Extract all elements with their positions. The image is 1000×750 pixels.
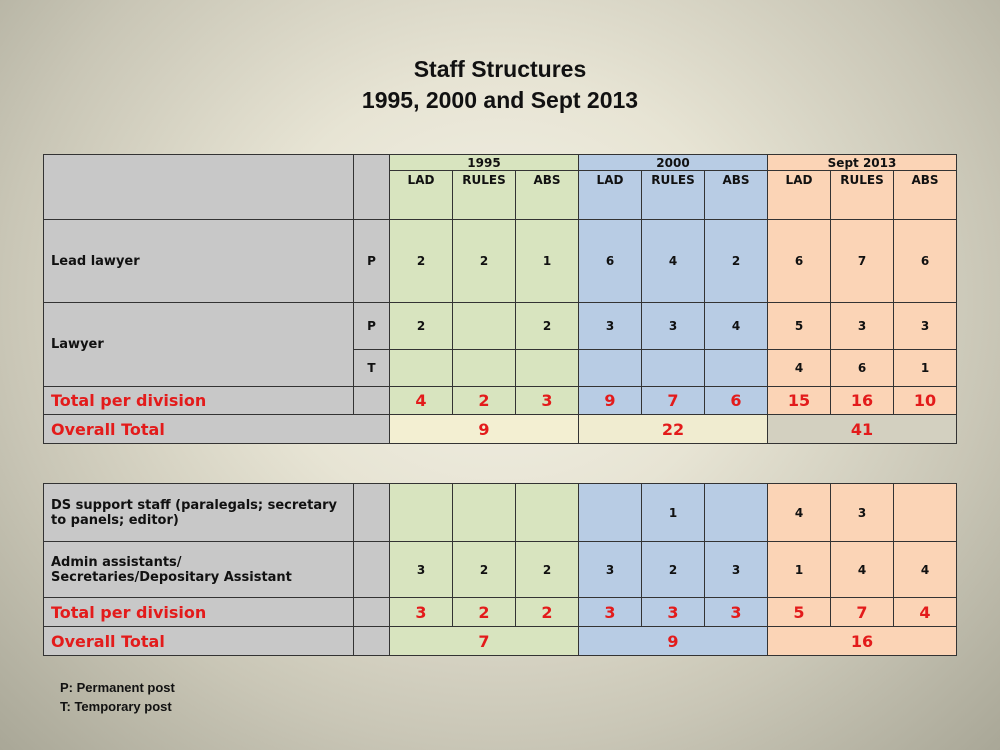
total-cell: 9 — [579, 387, 642, 415]
overall-total-2000: 9 — [579, 627, 768, 656]
table-cell: 3 — [390, 542, 453, 598]
col-header-rules: RULES — [453, 171, 516, 220]
table-cell — [453, 303, 516, 350]
legend-temporary: T: Temporary post — [60, 699, 172, 714]
total-cell: 2 — [453, 598, 516, 627]
post-type: P — [354, 220, 390, 303]
table-cell: 3 — [642, 303, 705, 350]
post-type: T — [354, 350, 390, 387]
page-title: Staff Structures — [413, 56, 587, 82]
post-type: P — [354, 303, 390, 350]
row-label-ds-support-staff: DS support staff (paralegals; secretary to panels; editor) — [44, 484, 354, 542]
table-cell — [642, 350, 705, 387]
table-cell: 4 — [705, 303, 768, 350]
overall-total-2013: 16 — [768, 627, 957, 656]
col-header-abs: ABS — [516, 171, 579, 220]
table-cell — [390, 350, 453, 387]
table-cell: 6 — [894, 220, 957, 303]
table-cell: 1 — [894, 350, 957, 387]
table-cell: 1 — [768, 542, 831, 598]
table-cell: 3 — [579, 303, 642, 350]
table-cell — [516, 350, 579, 387]
header-blank — [44, 155, 354, 220]
total-cell: 7 — [831, 598, 894, 627]
total-cell: 3 — [642, 598, 705, 627]
total-cell: 4 — [894, 598, 957, 627]
table-cell: 2 — [642, 542, 705, 598]
total-cell: 15 — [768, 387, 831, 415]
table-cell: 2 — [453, 542, 516, 598]
overall-total-label: Overall Total — [44, 627, 354, 656]
row-label-lawyer: Lawyer — [44, 303, 354, 387]
table-cell: 4 — [894, 542, 957, 598]
staff-table-lawyers — [43, 154, 957, 444]
total-per-division-label: Total per division — [44, 387, 354, 415]
post-type-blank — [354, 387, 390, 415]
total-cell: 3 — [579, 598, 642, 627]
year-header-2013: Sept 2013 — [768, 155, 957, 171]
post-type-blank — [354, 542, 390, 598]
table-cell — [705, 484, 768, 542]
year-header-1995: 1995 — [390, 155, 579, 171]
post-type-blank — [354, 598, 390, 627]
table-cell: 5 — [768, 303, 831, 350]
table-cell: 1 — [516, 220, 579, 303]
staff-table-support — [43, 483, 957, 656]
post-type-blank — [354, 484, 390, 542]
table-cell — [579, 350, 642, 387]
table-cell: 3 — [831, 303, 894, 350]
table-cell: 4 — [642, 220, 705, 303]
table-cell — [453, 484, 516, 542]
table-cell: 2 — [453, 220, 516, 303]
overall-total-1995: 7 — [390, 627, 579, 656]
total-per-division-label: Total per division — [44, 598, 354, 627]
page-subtitle: 1995, 2000 and Sept 2013 — [361, 87, 639, 113]
table-cell — [453, 350, 516, 387]
total-cell: 7 — [642, 387, 705, 415]
table-cell — [705, 350, 768, 387]
table-cell: 4 — [768, 350, 831, 387]
total-cell: 16 — [831, 387, 894, 415]
table-cell: 3 — [705, 542, 768, 598]
table-cell — [894, 484, 957, 542]
table-cell: 2 — [390, 220, 453, 303]
total-cell: 2 — [453, 387, 516, 415]
table-cell: 4 — [831, 542, 894, 598]
total-cell: 10 — [894, 387, 957, 415]
table-cell: 2 — [516, 303, 579, 350]
table-cell: 4 — [768, 484, 831, 542]
table-cell: 1 — [642, 484, 705, 542]
table-cell: 2 — [390, 303, 453, 350]
table-cell — [516, 484, 579, 542]
legend-permanent: P: Permanent post — [60, 680, 175, 695]
total-cell: 6 — [705, 387, 768, 415]
table-cell: 6 — [768, 220, 831, 303]
total-cell: 3 — [516, 387, 579, 415]
table-cell: 6 — [579, 220, 642, 303]
post-type-blank — [354, 627, 390, 656]
col-header-abs: ABS — [894, 171, 957, 220]
table-cell: 2 — [516, 542, 579, 598]
col-header-lad: LAD — [390, 171, 453, 220]
col-header-rules: RULES — [642, 171, 705, 220]
overall-total-label: Overall Total — [44, 415, 390, 444]
col-header-abs: ABS — [705, 171, 768, 220]
overall-total-2013: 41 — [768, 415, 957, 444]
table-cell: 6 — [831, 350, 894, 387]
table-cell: 7 — [831, 220, 894, 303]
header-type-blank — [354, 155, 390, 220]
table-cell: 3 — [894, 303, 957, 350]
table-cell: 3 — [831, 484, 894, 542]
total-cell: 3 — [705, 598, 768, 627]
total-cell: 2 — [516, 598, 579, 627]
total-cell: 3 — [390, 598, 453, 627]
table-cell — [579, 484, 642, 542]
col-header-lad: LAD — [768, 171, 831, 220]
overall-total-1995: 9 — [390, 415, 579, 444]
table-cell: 2 — [705, 220, 768, 303]
overall-total-2000: 22 — [579, 415, 768, 444]
row-label-admin-assistants: Admin assistants/ Secretaries/Depositary Assistant — [44, 542, 354, 598]
table-cell — [390, 484, 453, 542]
total-cell: 5 — [768, 598, 831, 627]
year-header-2000: 2000 — [579, 155, 768, 171]
col-header-rules: RULES — [831, 171, 894, 220]
total-cell: 4 — [390, 387, 453, 415]
table-cell: 3 — [579, 542, 642, 598]
row-label-lead-lawyer: Lead lawyer — [44, 220, 354, 303]
col-header-lad: LAD — [579, 171, 642, 220]
